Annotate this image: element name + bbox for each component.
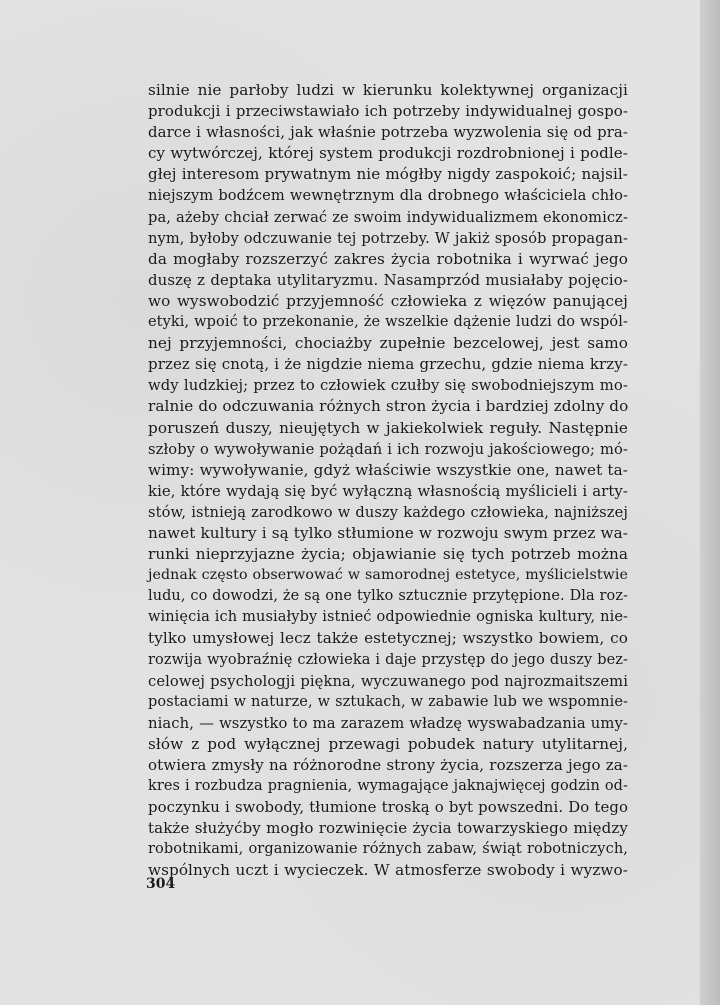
- text-line: robotnikami, organizowanie różnych zabaw, świąt robotniczych,: [148, 841, 628, 858]
- text-line: kres i rozbudza pragnienia, wymagające jaknajwięcej godzin od-: [148, 778, 628, 795]
- text-line: niejszym bodźcem wewnętrznym dla drobnego właściciela chło-: [148, 187, 628, 205]
- text-line: także służyćby mogło rozwinięcie życia towarzyskiego między: [148, 819, 628, 838]
- text-line: niach, — wszystko to ma zarazem władzę wyswabadzania umy-: [148, 714, 628, 732]
- text-line: pa, ażeby chciał zerwać ze swoim indywidualizmem ekonomicz-: [148, 208, 628, 226]
- text-line: duszę z deptaka utylitaryzmu. Nasamprzód musiałaby pojęcio-: [148, 270, 628, 289]
- page-number: 304: [146, 876, 176, 892]
- text-line: silnie nie parłoby ludzi w kierunku kolektywnej organizacji: [148, 81, 628, 99]
- text-line: produkcji i przeciwstawiało ich potrzeby indywidualnej gospo-: [148, 102, 628, 121]
- text-line: wo wyswobodzić przyjemność człowieka z więzów panującej: [148, 291, 628, 310]
- text-line: postaciami w naturze, w sztukach, w zabawie lub we wspomnie-: [148, 693, 628, 710]
- text-line: nawet kultury i są tylko stłumione w rozwoju swym przez wa-: [148, 523, 628, 542]
- text-line: darce i własności, jak właśnie potrzeba wyzwolenia się od pra-: [148, 123, 628, 142]
- text-line: stów, istnieją zarodkowo w duszy każdego człowieka, najniższej: [148, 503, 628, 521]
- text-line: nej przyjemności, chociażby zupełnie bezcelowej, jest samo: [148, 334, 628, 353]
- text-line: winięcia ich musiałyby istnieć odpowiednie ogniska kultury, nie-: [148, 609, 628, 626]
- text-line: nym, byłoby odczuwanie tej potrzeby. W jakiż sposób propagan-: [148, 229, 628, 247]
- text-line: cy wytwórczej, której system produkcji rozdrobnionej i podle-: [148, 144, 628, 163]
- text-line: przez się cnotą, i że nigdzie niema grzechu, gdzie niema krzy-: [148, 355, 628, 374]
- text-line: ralnie do odczuwania różnych stron życia i bardziej zdolny do: [148, 397, 629, 416]
- text-line: głej interesom prywatnym nie mógłby nigdy zaspokoić; najsil-: [148, 165, 628, 184]
- text-line: szłoby o wywoływanie pożądań i ich rozwoju jakościowego; mó-: [148, 440, 628, 458]
- text-line: runki nieprzyjazne życia; objawianie się tych potrzeb można: [148, 545, 628, 564]
- text-line: słów z pod wyłącznej przewagi pobudek natury utylitarnej,: [148, 734, 628, 753]
- text-line: celowej psychologji piękna, wyczuwanego pod najrozmaitszemi: [148, 672, 628, 690]
- text-line: poczynku i swobody, tłumione troską o byt powszedni. Do tego: [148, 798, 628, 817]
- text-line: etyki, wpoić to przekonanie, że wszelkie dążenie ludzi do wspól-: [148, 314, 628, 331]
- text-line: wdy ludzkiej; przez to człowiek czułby się swobodniejszym mo-: [148, 377, 628, 395]
- text-line: da mogłaby rozszerzyć zakres życia robotnika i wyrwać jego: [148, 249, 628, 268]
- text-line: poruszeń duszy, nieujętych w jakiekolwiek reguły. Następnie: [148, 418, 628, 437]
- text-line: tylko umysłowej lecz także estetycznej; wszystko bowiem, co: [148, 629, 628, 648]
- body-text: [148, 80, 628, 882]
- text-line: wimy: wywoływanie, gdyż właściwie wszystkie one, nawet ta-: [148, 460, 628, 479]
- page-edge: [700, 0, 720, 1005]
- text-line: wspólnych uczt i wycieczek. W atmosferze swobody i wyzwo-: [148, 861, 628, 880]
- text-line: jednak często obserwować w samorodnej estetyce, myślicielstwie: [148, 567, 628, 584]
- text-line: rozwija wyobraźnię człowieka i daje przystęp do jego duszy bez-: [148, 651, 628, 668]
- text-line: ludu, co dowodzi, że są one tylko sztucznie przytępione. Dla roz-: [148, 588, 628, 605]
- text-line: otwiera zmysły na różnorodne strony życia, rozszerza jego za-: [148, 756, 628, 774]
- text-line: kie, które wydają się być wyłączną własnością myślicieli i arty-: [148, 482, 628, 500]
